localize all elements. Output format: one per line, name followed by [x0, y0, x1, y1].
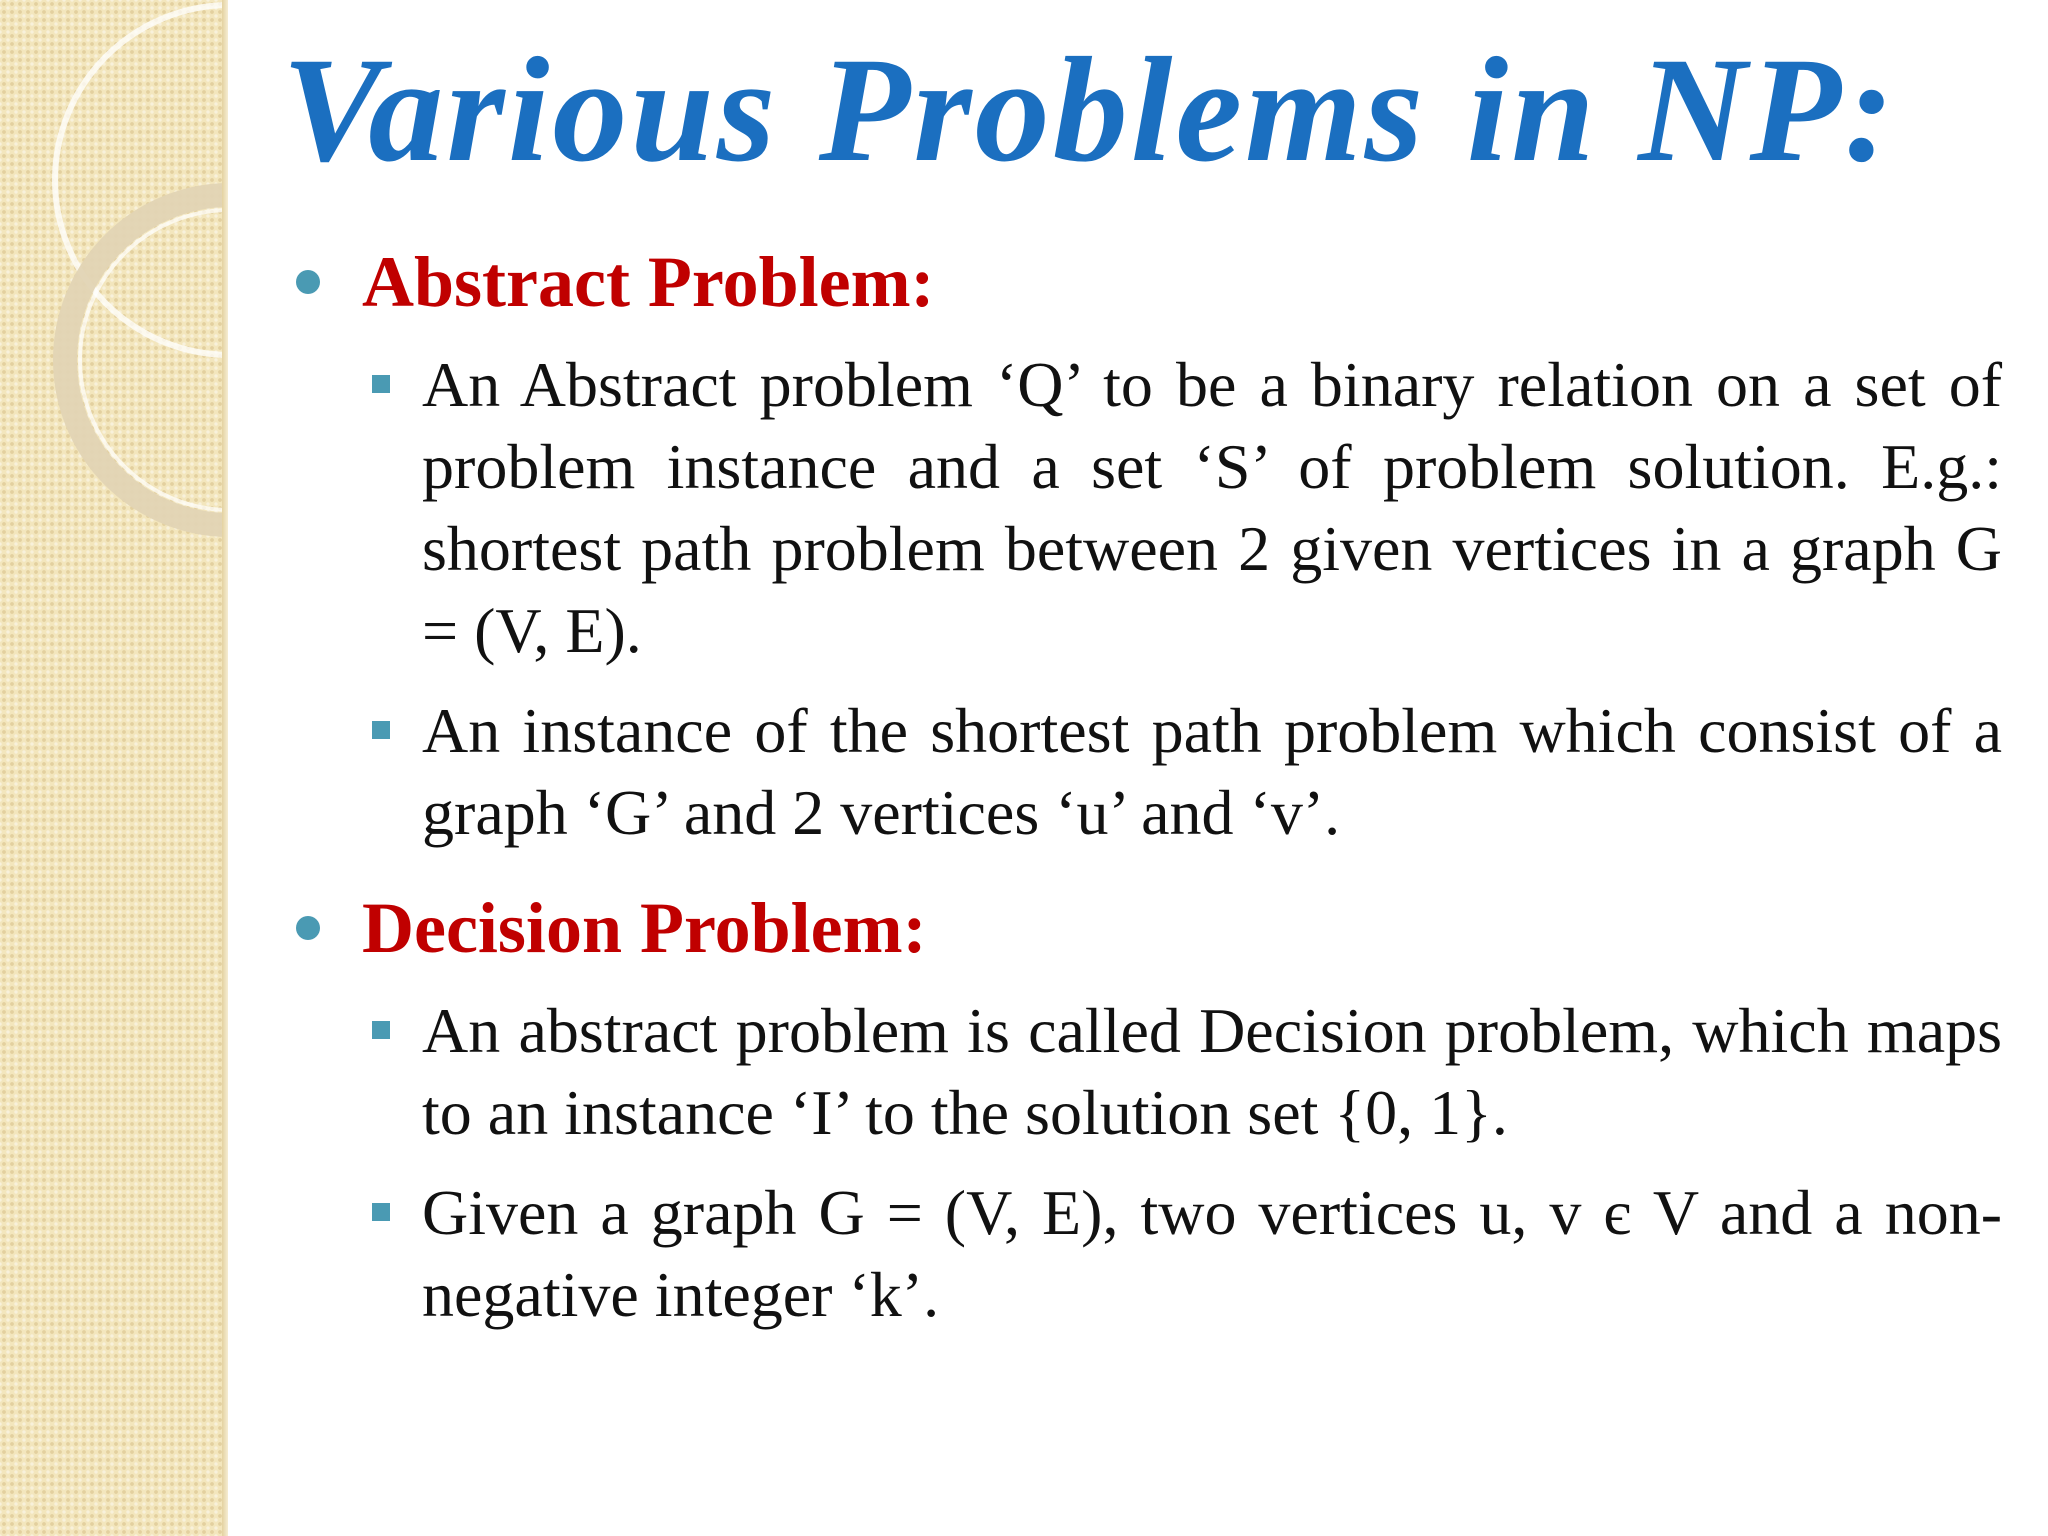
sidebar-edge — [222, 0, 228, 1536]
round-bullet-icon — [296, 270, 320, 294]
bullet-item — [290, 1172, 2002, 1336]
ring-decoration-icon — [0, 0, 228, 1536]
section-heading-decision — [290, 884, 2002, 972]
bullet-text: An instance of the shortest path problem which consist of a graph ‘G’ and 2 vertices ‘u’ and ‘v’. — [422, 695, 2002, 848]
slide-body — [290, 238, 2002, 1336]
square-bullet-icon — [372, 375, 390, 393]
slide-title: Various Problems in NP: — [282, 27, 1898, 193]
bullet-item — [290, 344, 2002, 672]
section-heading-label: Abstract Problem: — [362, 242, 935, 322]
bullet-text: An abstract problem is called Decision problem, which maps to an instance ‘I’ to the solution set {0, 1}. — [422, 995, 2002, 1148]
bullet-text: Given a graph G = (V, E), two vertices u, v є V and a non-negative integer ‘k’. — [422, 1177, 2002, 1330]
square-bullet-icon — [372, 1203, 390, 1221]
decorative-sidebar — [0, 0, 228, 1536]
round-bullet-icon — [296, 916, 320, 940]
section-heading-label: Decision Problem: — [362, 888, 927, 968]
bullet-item — [290, 990, 2002, 1154]
square-bullet-icon — [372, 721, 390, 739]
square-bullet-icon — [372, 1021, 390, 1039]
bullet-item — [290, 690, 2002, 854]
bullet-text: An Abstract problem ‘Q’ to be a binary relation on a set of problem instance and a set ‘S’ of problem solution. E.g.: shortest path problem between 2 given vertices in a graph G = (V, E). — [422, 349, 2002, 666]
section-heading-abstract — [290, 238, 2002, 326]
